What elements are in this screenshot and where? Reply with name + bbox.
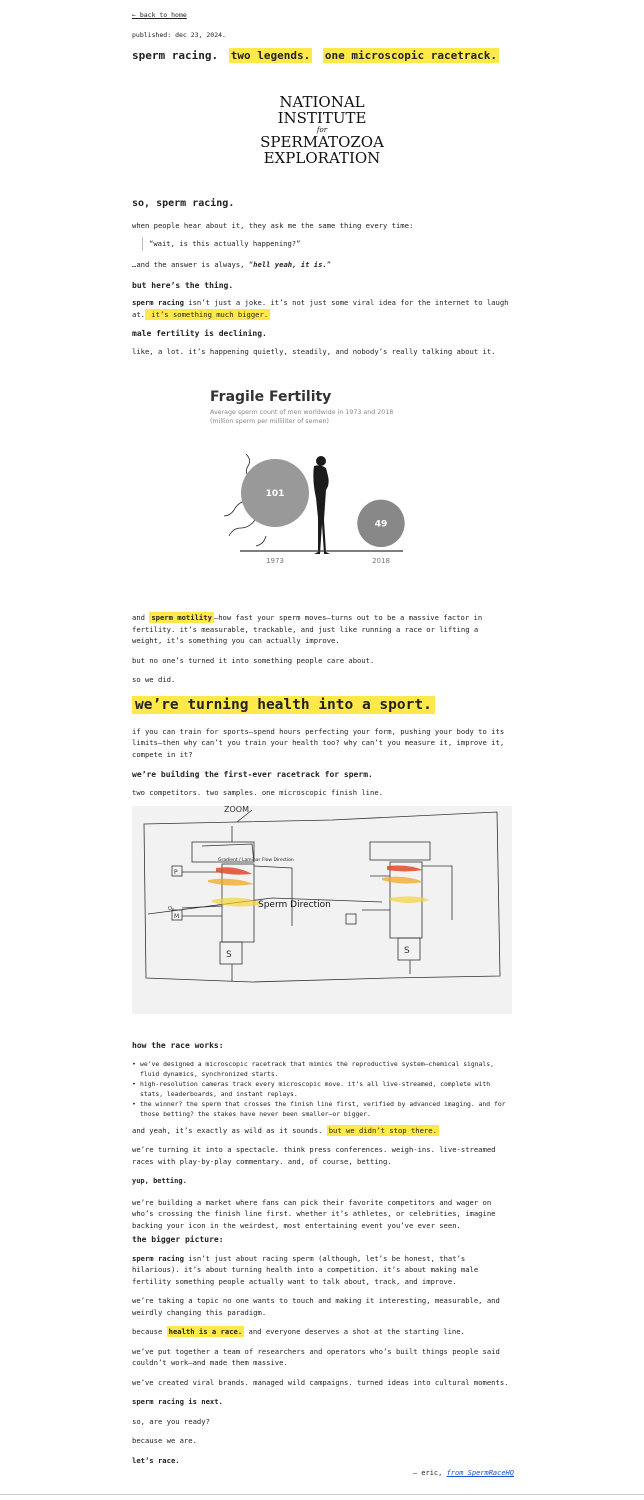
race-paragraph-3: we’re building a market where fans can pick their favorite competitors and wager on who’s crossing the finish line first. whether it’s athletes, or celebrities, imagine backing your icon in the weirdest, most entertaining event you’ve ever seen. — [132, 1197, 496, 1230]
value-label-2018: 49 — [374, 519, 388, 530]
zoom-label: ZOOM — [224, 806, 249, 814]
race-section — [132, 1040, 512, 1231]
intro-heading: so, sperm racing. — [132, 198, 235, 209]
title-part-2: two legends. — [230, 49, 311, 62]
bigger-paragraph-9: let’s race. — [132, 1455, 180, 1465]
spermracehq-link[interactable]: from SpermRaceHQ — [446, 1469, 514, 1477]
bigger-picture-section — [132, 1234, 512, 1466]
bigger-paragraph-4: we’ve put together a team of researchers and operators who’s built things people said couldn’t work—and made them massive. — [132, 1346, 500, 1367]
published-label: published: — [132, 31, 172, 39]
racetrack-diagram — [132, 806, 512, 1014]
intro-section — [132, 198, 512, 357]
page-title — [132, 50, 499, 62]
logo-line-2: INSTITUTE — [277, 109, 367, 127]
race-heading: how the race works: — [132, 1041, 224, 1050]
signature — [413, 1468, 514, 1480]
footer-divider — [0, 1494, 644, 1495]
motility-section — [132, 612, 512, 798]
m-label: M — [174, 913, 180, 920]
logo-line-5: EXPLORATION — [263, 149, 381, 167]
bigger-picture-heading: the bigger picture: — [132, 1235, 224, 1244]
institute-logo — [132, 94, 512, 166]
bigger-paragraph-5: we’ve created viral brands. managed wild campaigns. turned ideas into cultural moments. — [132, 1377, 509, 1387]
intro-heading-2: but here’s the thing. — [132, 280, 234, 290]
section2-paragraph-5: two competitors. two samples. one microscopic finish line. — [132, 787, 383, 797]
intro-quote-text: “wait, is this actually happening?” — [149, 239, 301, 248]
logo-line-4: SPERMATOZOA — [260, 133, 384, 151]
bigger-paragraph-6: sperm racing is next. — [132, 1397, 223, 1406]
bigger-paragraph-1: sperm racing isn’t just about racing sperm (although, let’s be honest, that’s hilarious). it’s about turning health into a competition. it’s about making male fertility something people actually want to talk about, track, and improve. — [132, 1253, 479, 1286]
chart-subtitle-2: (million sperm per milliliter of semen) — [210, 418, 329, 425]
intro-paragraph-2: …and the answer is always, “hell yeah, it is.” — [132, 260, 332, 269]
x-label-2018: 2018 — [372, 557, 390, 565]
section2-paragraph-3: so we did. — [132, 675, 176, 684]
race-paragraph-1: and yeah, it’s exactly as wild as it sounds. but we didn’t stop there. — [132, 1125, 437, 1135]
list-item: • high-resolution cameras track every microscopic move. it’s all live-streamed, complete with stats, leaderboards, and instant replays. — [140, 1079, 512, 1099]
flow-label: Gradient / Laminar Flow Direction — [218, 858, 294, 863]
fertility-chart — [210, 388, 440, 568]
chart-title: Fragile Fertility — [210, 389, 332, 405]
p-label: P — [174, 869, 178, 876]
signature-prefix: – eric, — [412, 1469, 447, 1477]
published-value: dec 23, 2024. — [175, 31, 226, 39]
intro-heading-3: male fertility is declining. — [132, 329, 267, 338]
intro-quote — [142, 237, 512, 251]
bigger-paragraph-2: we’re taking a topic no one wants to touch and making it interesting, measurable, and weirdly changing this paradigm. — [132, 1296, 500, 1317]
title-part-3: one microscopic racetrack. — [324, 49, 498, 62]
chart-plot — [210, 428, 440, 568]
bigger-paragraph-3: because health is a race. and everyone deserves a shot at the starting line. — [132, 1327, 465, 1336]
intro-paragraph-4: like, a lot. it’s happening quietly, steadily, and nobody’s really talking about it. — [132, 346, 496, 356]
s-label-right: S — [404, 946, 410, 956]
person-silhouette — [313, 456, 330, 554]
published-date — [132, 30, 226, 42]
title-part-1: sperm racing. — [132, 49, 219, 62]
x-label-1973: 1973 — [266, 557, 284, 565]
logo-line-3: for — [316, 126, 328, 134]
motility-paragraph: and sperm motility —how fast your sperm moves—turns out to be a massive factor in fertility. it’s measurable, trackable, and just like running a race or lifting a weight, it’s something you can actually improve. — [132, 613, 483, 645]
s-label-left: S — [226, 950, 232, 960]
chart-subtitle-1: Average sperm count of men worldwide in 1973 and 2018 — [210, 409, 394, 416]
race-bullet-list — [132, 1059, 512, 1119]
race-paragraph-2: we’re turning it into a spectacle. think press conferences. weigh-ins. live-streamed races with play-by-play commentary. and, of course, betting. — [132, 1145, 496, 1166]
sperm-direction-label: Sperm Direction — [258, 900, 331, 910]
section2-paragraph-4: if you can train for sports—spend hours perfecting your form, pushing your body to its limits—then why can’t you train your health too? why can’t you measure it, improve it, compete in it? — [132, 726, 505, 759]
back-to-home-link[interactable]: ← back to home — [132, 11, 187, 19]
intro-paragraph-3: sperm racing isn’t just a joke. it’s not just some viral idea for the internet to laugh at. it’s something much bigger. — [132, 298, 509, 319]
racetrack-heading: we’re building the first-ever racetrack for sperm. — [132, 770, 373, 779]
betting-heading: yup, betting. — [132, 1177, 187, 1185]
list-item: • we’ve designed a microscopic racetrack that mimics the reproductive system—chemical signals, fluid dynamics, synchronized starts. — [140, 1059, 512, 1079]
bigger-paragraph-7: so, are you ready? — [132, 1416, 210, 1426]
section2-paragraph-2: but no one’s turned it into something people care about. — [132, 655, 375, 665]
bigger-paragraph-8: because we are. — [132, 1436, 197, 1445]
logo-line-1: NATIONAL — [279, 93, 365, 111]
intro-paragraph-1: when people hear about it, they ask me the same thing every time: — [132, 220, 414, 230]
big-heading: we’re turning health into a sport. — [132, 694, 512, 716]
list-item: • the winner? the sperm that crosses the finish line first, verified by advanced imaging. and for those betting? the stakes have never been smaller—or bigger. — [140, 1099, 512, 1119]
o2-label: O₂ — [168, 906, 174, 912]
value-label-1973: 101 — [265, 489, 285, 499]
racetrack-sketch — [132, 806, 512, 1014]
